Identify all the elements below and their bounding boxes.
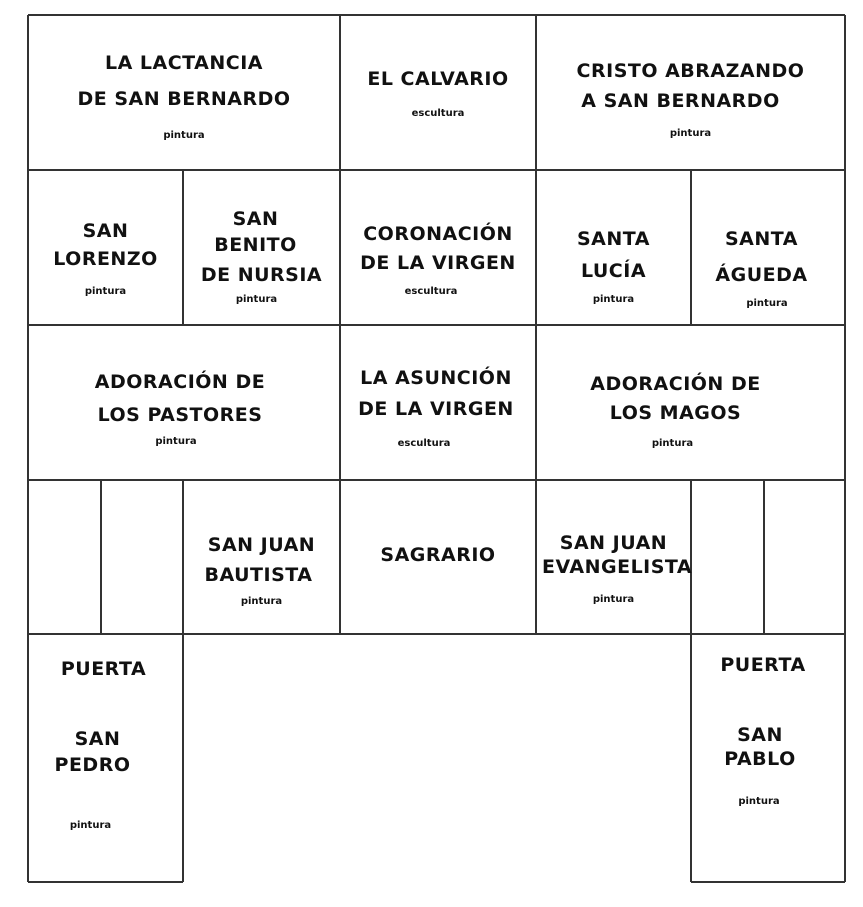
panel-tag: pintura (155, 436, 197, 447)
panel-tag: pintura (592, 594, 635, 605)
panel-lucia (536, 170, 691, 325)
panel-title: PEDRO (54, 754, 131, 776)
panel-tag: pintura (69, 820, 112, 831)
panel-title: CRISTO ABRAZANDO (576, 60, 805, 82)
panel-tag: pintura (84, 286, 127, 297)
panel-benito (183, 170, 340, 325)
panel-title: SANTA (725, 228, 798, 250)
panel-title: PABLO (724, 748, 796, 770)
panel-title: SAN (82, 220, 129, 242)
panel-title: LOS PASTORES (97, 404, 263, 426)
panel-title: SANTA (577, 228, 650, 250)
panel-tag: escultura (404, 286, 458, 297)
panel-tag: pintura (651, 438, 694, 449)
panel-lactancia (28, 15, 340, 170)
panel-title: LOS MAGOS (609, 402, 742, 424)
panel-title: EL CALVARIO (367, 68, 509, 90)
panel-title: SAN (232, 208, 279, 230)
panel-sagrario (340, 480, 536, 634)
panel-title: DE NURSIA (200, 264, 323, 286)
panel-asuncion (340, 325, 536, 480)
panel-title: PUERTA (60, 658, 147, 680)
panel-cristo (536, 15, 845, 170)
panel-title: SAN JUAN (559, 532, 668, 554)
panel-puerta-san-pablo (691, 634, 845, 882)
panel-lorenzo (28, 170, 183, 325)
panel-evangelista (536, 480, 691, 634)
panel-tag: pintura (163, 130, 205, 141)
panel-title: ADORACIÓN DE (590, 373, 761, 395)
panel-agueda (691, 170, 845, 325)
panel-bautista (183, 480, 340, 634)
panel-title: LA LACTANCIA (105, 52, 263, 74)
panel-puerta-san-pedro (28, 634, 183, 882)
panel-tag: pintura (746, 298, 788, 309)
panel-title: EVANGELISTA (542, 556, 693, 578)
panel-coronacion (340, 170, 536, 325)
panel-title: SAN (74, 728, 121, 750)
panel-title: DE LA VIRGEN (358, 398, 514, 420)
panel-tag: escultura (397, 438, 451, 449)
panel-pastores (28, 325, 340, 480)
panel-title: ÁGUEDA (715, 264, 808, 286)
panel-tag: pintura (669, 128, 712, 139)
panel-title: LORENZO (53, 248, 158, 270)
panel-title: SAN JUAN (207, 534, 316, 556)
panel-title: BENITO (214, 234, 297, 256)
panel-tag: pintura (235, 294, 278, 305)
panel-title: BAUTISTA (204, 564, 313, 586)
panel-tag: escultura (411, 108, 465, 119)
panel-magos (536, 325, 845, 480)
panel-title: LA ASUNCIÓN (360, 367, 512, 389)
panel-title: A SAN BERNARDO (581, 90, 780, 112)
panel-title: PUERTA (720, 654, 806, 676)
panel-tag: pintura (738, 796, 780, 807)
panel-title: SAN (737, 724, 783, 746)
panel-tag: pintura (240, 596, 283, 607)
panel-title: LUCÍA (580, 260, 647, 282)
panel-tag: pintura (592, 294, 635, 305)
panel-title: DE LA VIRGEN (360, 252, 516, 274)
panel-title: ADORACIÓN DE (94, 371, 266, 393)
panel-title: CORONACIÓN (363, 223, 513, 245)
panel-title: DE SAN BERNARDO (77, 88, 291, 110)
panel-title: SAGRARIO (380, 544, 496, 566)
panel-calvario (340, 15, 536, 170)
